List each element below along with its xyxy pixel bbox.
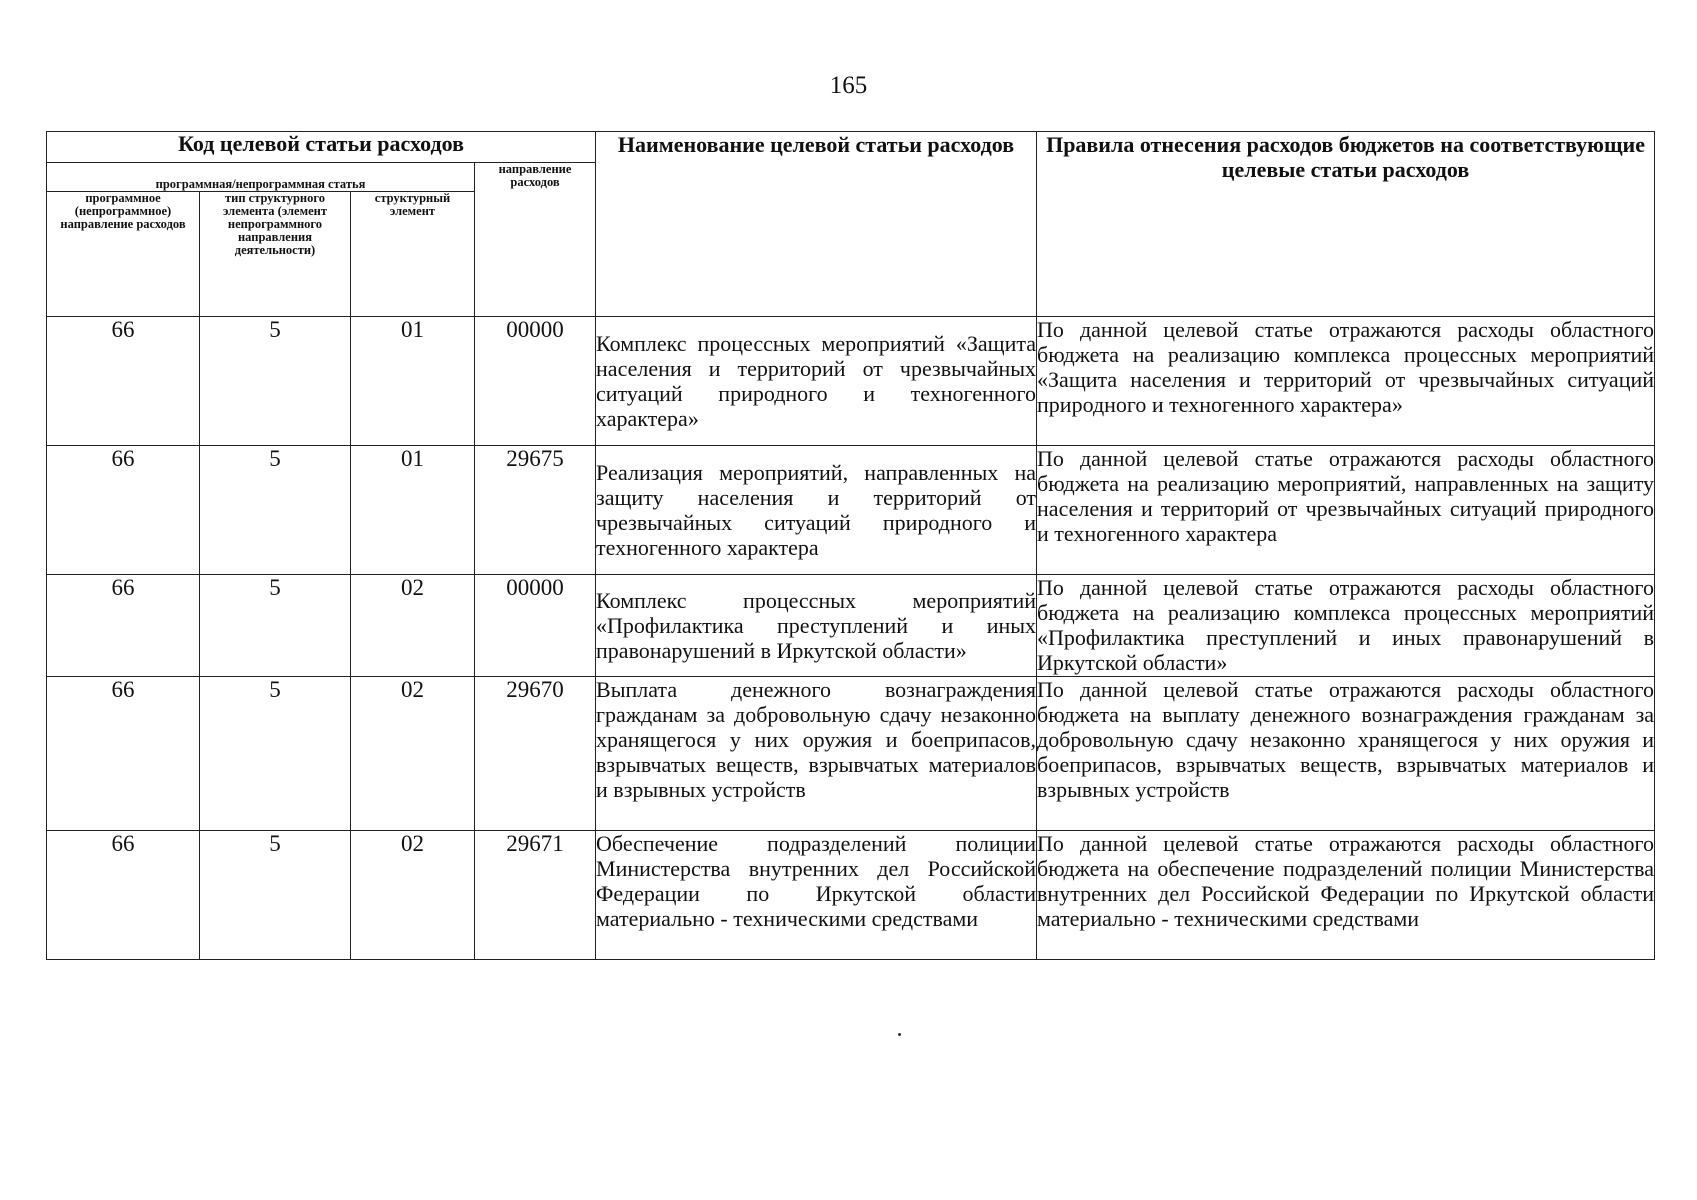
- program-code-cell: 66: [47, 446, 200, 575]
- type-code-cell: 5: [200, 575, 351, 677]
- header-structural-element: структурный элемент: [351, 192, 475, 317]
- header-code-title: Код целевой статьи расходов: [47, 132, 596, 163]
- header-program-article: программная/непрограммная статья: [47, 163, 475, 192]
- table-row: [47, 446, 1655, 575]
- table-row: [47, 575, 1655, 677]
- page-number: 165: [829, 72, 868, 99]
- header-element-type: тип структурного элемента (элемент непрограммного направления деятельности): [200, 192, 351, 317]
- type-code-cell: 5: [200, 446, 351, 575]
- header-name-title: Наименование целевой статьи расходов: [596, 132, 1037, 317]
- program-code-cell: 66: [47, 677, 200, 831]
- element-code-cell: 01: [351, 446, 475, 575]
- article-rule-cell: По данной целевой статье отражаются расходы областного бюджета на реализацию комплекса процессных мероприятий «Профилактика преступлений и иных правонарушений в Иркутской области»: [1037, 575, 1655, 675]
- article-rule-cell: По данной целевой статье отражаются расходы областного бюджета на обеспечение подразделений полиции Министерства внутренних дел Российской Федерации по Иркутской области материально - техническими средствами: [1037, 831, 1655, 960]
- direction-code-cell: 00000: [475, 317, 596, 446]
- article-name-cell: Комплекс процессных мероприятий «Профилактика преступлений и иных правонарушений в Иркутской области»: [596, 575, 1037, 677]
- header-rules-title: Правила отнесения расходов бюджетов на соответствующие целевые статьи расходов: [1037, 132, 1655, 317]
- header-direction: направление расходов: [475, 163, 596, 317]
- element-code-cell: 02: [351, 575, 475, 677]
- direction-code-cell: 29675: [475, 446, 596, 575]
- article-name-cell: Реализация мероприятий, направленных на защиту населения и территорий от чрезвычайных ситуаций природного и техногенного характера: [596, 446, 1037, 575]
- budget-classification-table: [46, 131, 1655, 960]
- type-code-cell: 5: [200, 831, 351, 960]
- element-code-cell: 01: [351, 317, 475, 446]
- element-code-cell: 02: [351, 831, 475, 960]
- type-code-cell: 5: [200, 317, 351, 446]
- table-row: [47, 677, 1655, 831]
- direction-code-cell: 00000: [475, 575, 596, 677]
- article-name-cell: Комплекс процессных мероприятий «Защита населения и территорий от чрезвычайных ситуаций природного и техногенного характера»: [596, 317, 1037, 446]
- article-name-cell: Выплата денежного вознаграждения гражданам за добровольную сдачу незаконно хранящегося у них оружия и боеприпасов, взрывчатых веществ, взрывчатых материалов и взрывных устройств: [596, 677, 1037, 831]
- program-code-cell: 66: [47, 575, 200, 677]
- table-row: [47, 317, 1655, 446]
- type-code-cell: 5: [200, 677, 351, 831]
- direction-code-cell: 29671: [475, 831, 596, 960]
- article-rule-cell: По данной целевой статье отражаются расходы областного бюджета на реализацию мероприятий, направленных на защиту населения и территорий от чрезвычайных ситуаций природного и техногенного характера: [1037, 446, 1655, 575]
- scan-speck: [898, 1033, 901, 1036]
- header-program-direction: программное (непрограммное) направление расходов: [47, 192, 200, 317]
- direction-code-cell: 29670: [475, 677, 596, 831]
- article-rule-cell: По данной целевой статье отражаются расходы областного бюджета на реализацию комплекса процессных мероприятий «Защита населения и территорий от чрезвычайных ситуаций природного и техногенного характера»: [1037, 317, 1655, 446]
- program-code-cell: 66: [47, 317, 200, 446]
- program-code-cell: 66: [47, 831, 200, 960]
- element-code-cell: 02: [351, 677, 475, 831]
- article-name-cell: Обеспечение подразделений полиции Министерства внутренних дел Российской Федерации по Иркутской области материально - техническими средствами: [596, 831, 1037, 960]
- article-rule-cell: По данной целевой статье отражаются расходы областного бюджета на выплату денежного вознаграждения гражданам за добровольную сдачу незаконно хранящегося у них оружия и боеприпасов, взрывчатых веществ, взрывчатых материалов и взрывных устройств: [1037, 677, 1655, 831]
- table-row: [47, 831, 1655, 960]
